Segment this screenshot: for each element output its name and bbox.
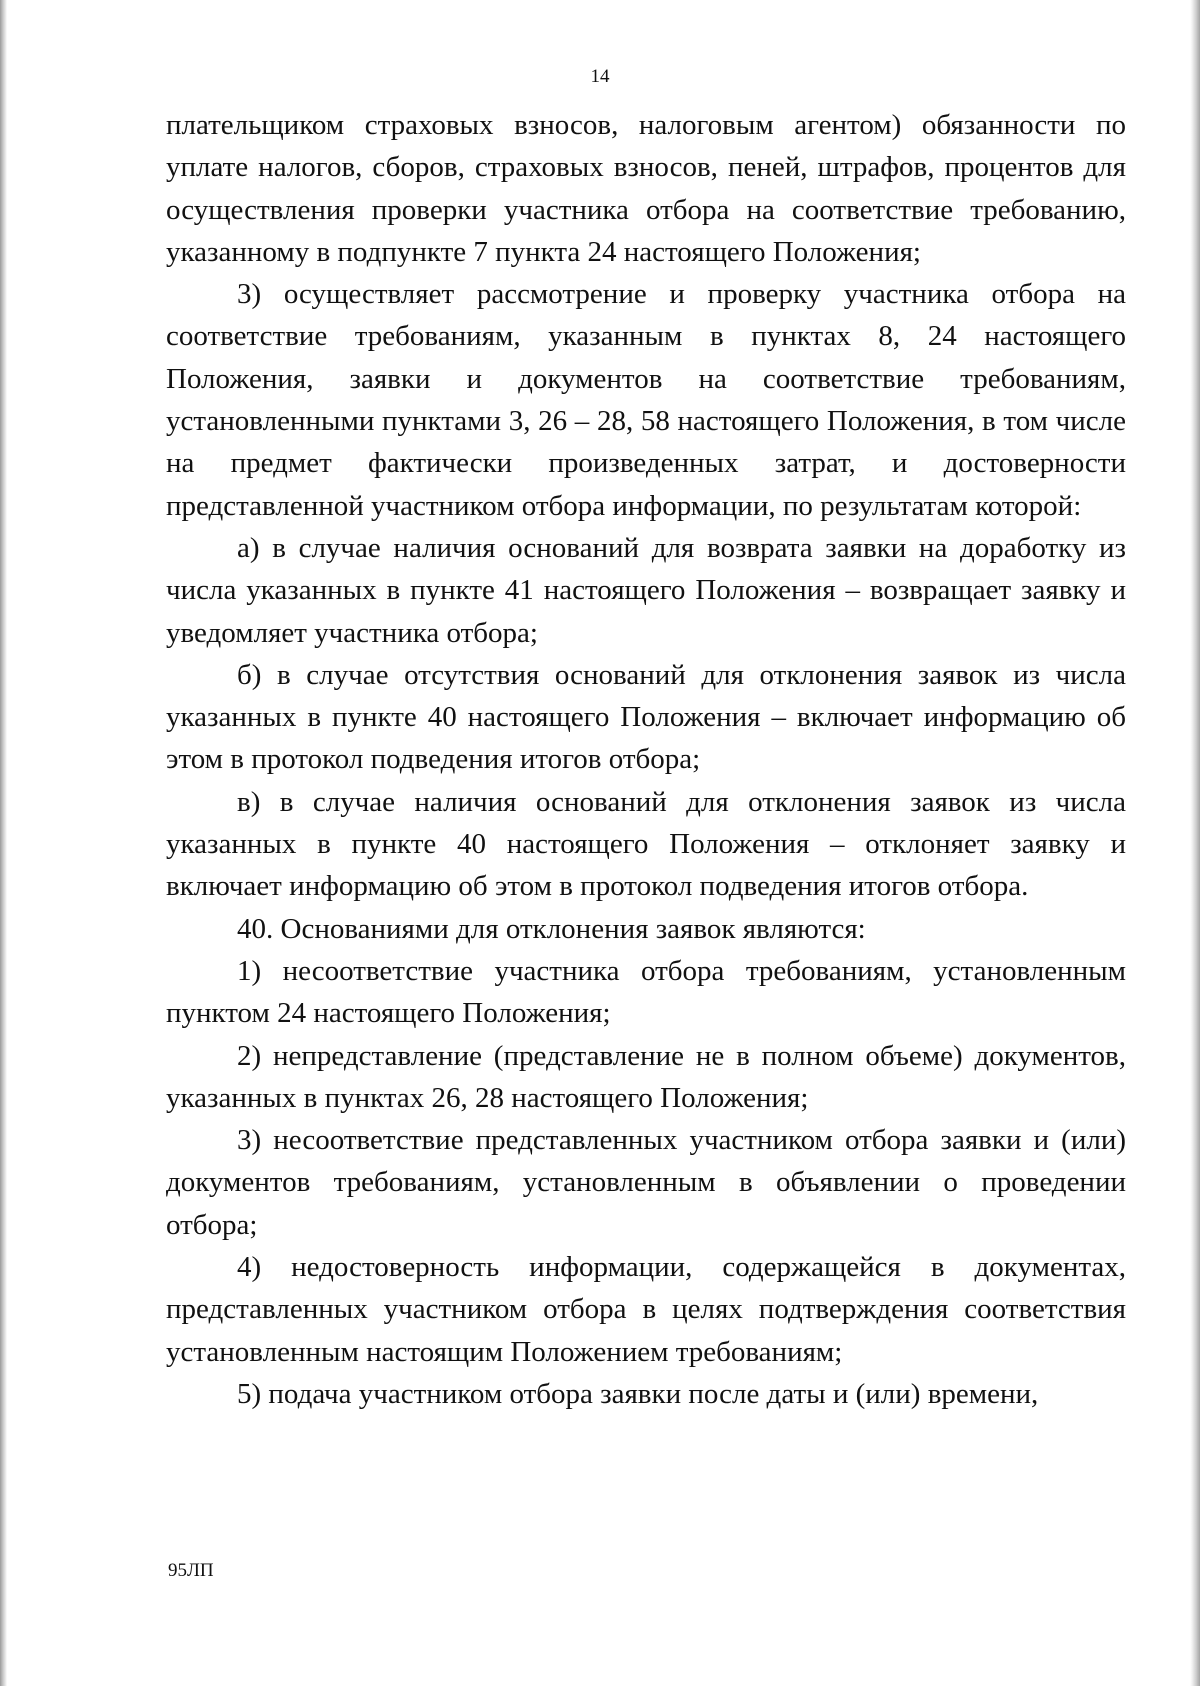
paragraph-item-3: 3) осуществляет рассмотрение и проверку участника отбора на соответствие требованиям, указанным в пунктах 8, 24 настоящего Положения, заявки и документов на соответствие требованиям, установленными пунктами 3, 26 – 28, 58 настоящего Положения, в том числе на предмет фактически произведенных затрат, и достоверности представленной участником отбора информации, по результатам которой: bbox=[166, 278, 1126, 522]
paragraph-40-item-4: 4) недостоверность информации, содержащейся в документах, представленных участником отбора в целях подтверждения соответствия установленным настоящим Положением требованиям; bbox=[166, 1251, 1126, 1368]
document-code: 95ЛП bbox=[168, 1560, 214, 1581]
paragraph-40-item-1: 1) несоответствие участника отбора требованиям, установленным пунктом 24 настоящего Положения; bbox=[166, 954, 1126, 1030]
paragraph-section-40: 40. Основаниями для отклонения заявок являются: bbox=[237, 912, 866, 945]
paragraph-continuation: плательщиком страховых взносов, налоговым агентом) обязанности по уплате налогов, сборов, страховых взносов, пеней, штрафов, процентов для осуществления проверки участника отбора на соответствие требованию, указанному в подпункте 7 пункта 24 настоящего Положения; bbox=[166, 109, 1126, 268]
paragraph-40-item-5: 5) подача участником отбора заявки после даты и (или) времени, bbox=[237, 1377, 1039, 1410]
paragraph-subitem-b: б) в случае отсутствия оснований для отклонения заявок из числа указанных в пункте 40 настоящего Положения – включает информацию об этом в протокол подведения итогов отбора; bbox=[166, 658, 1126, 776]
paragraph-40-item-2: 2) непредставление (представление не в полном объеме) документов, указанных в пунктах 26, 28 настоящего Положения; bbox=[166, 1039, 1126, 1114]
document-body bbox=[166, 104, 1126, 1415]
scan-edge-left bbox=[0, 0, 7, 1686]
paragraph-subitem-a: а) в случае наличия оснований для возврата заявки на доработку из числа указанных в пункте 41 настоящего Положения – возвращает заявку и уведомляет участника отбора; bbox=[166, 531, 1126, 649]
scan-edge-right bbox=[1190, 0, 1200, 1686]
paragraph-subitem-v: в) в случае наличия оснований для отклонения заявок из числа указанных в пункте 40 настоящего Положения – отклоняет заявку и включает информацию об этом в протокол подведения итогов отбора. bbox=[166, 785, 1126, 903]
paragraph-40-item-3: 3) несоответствие представленных участником отбора заявки и (или) документов требованиям, установленным в объявлении о проведении отбора; bbox=[166, 1124, 1126, 1241]
page-number: 14 bbox=[590, 66, 610, 87]
